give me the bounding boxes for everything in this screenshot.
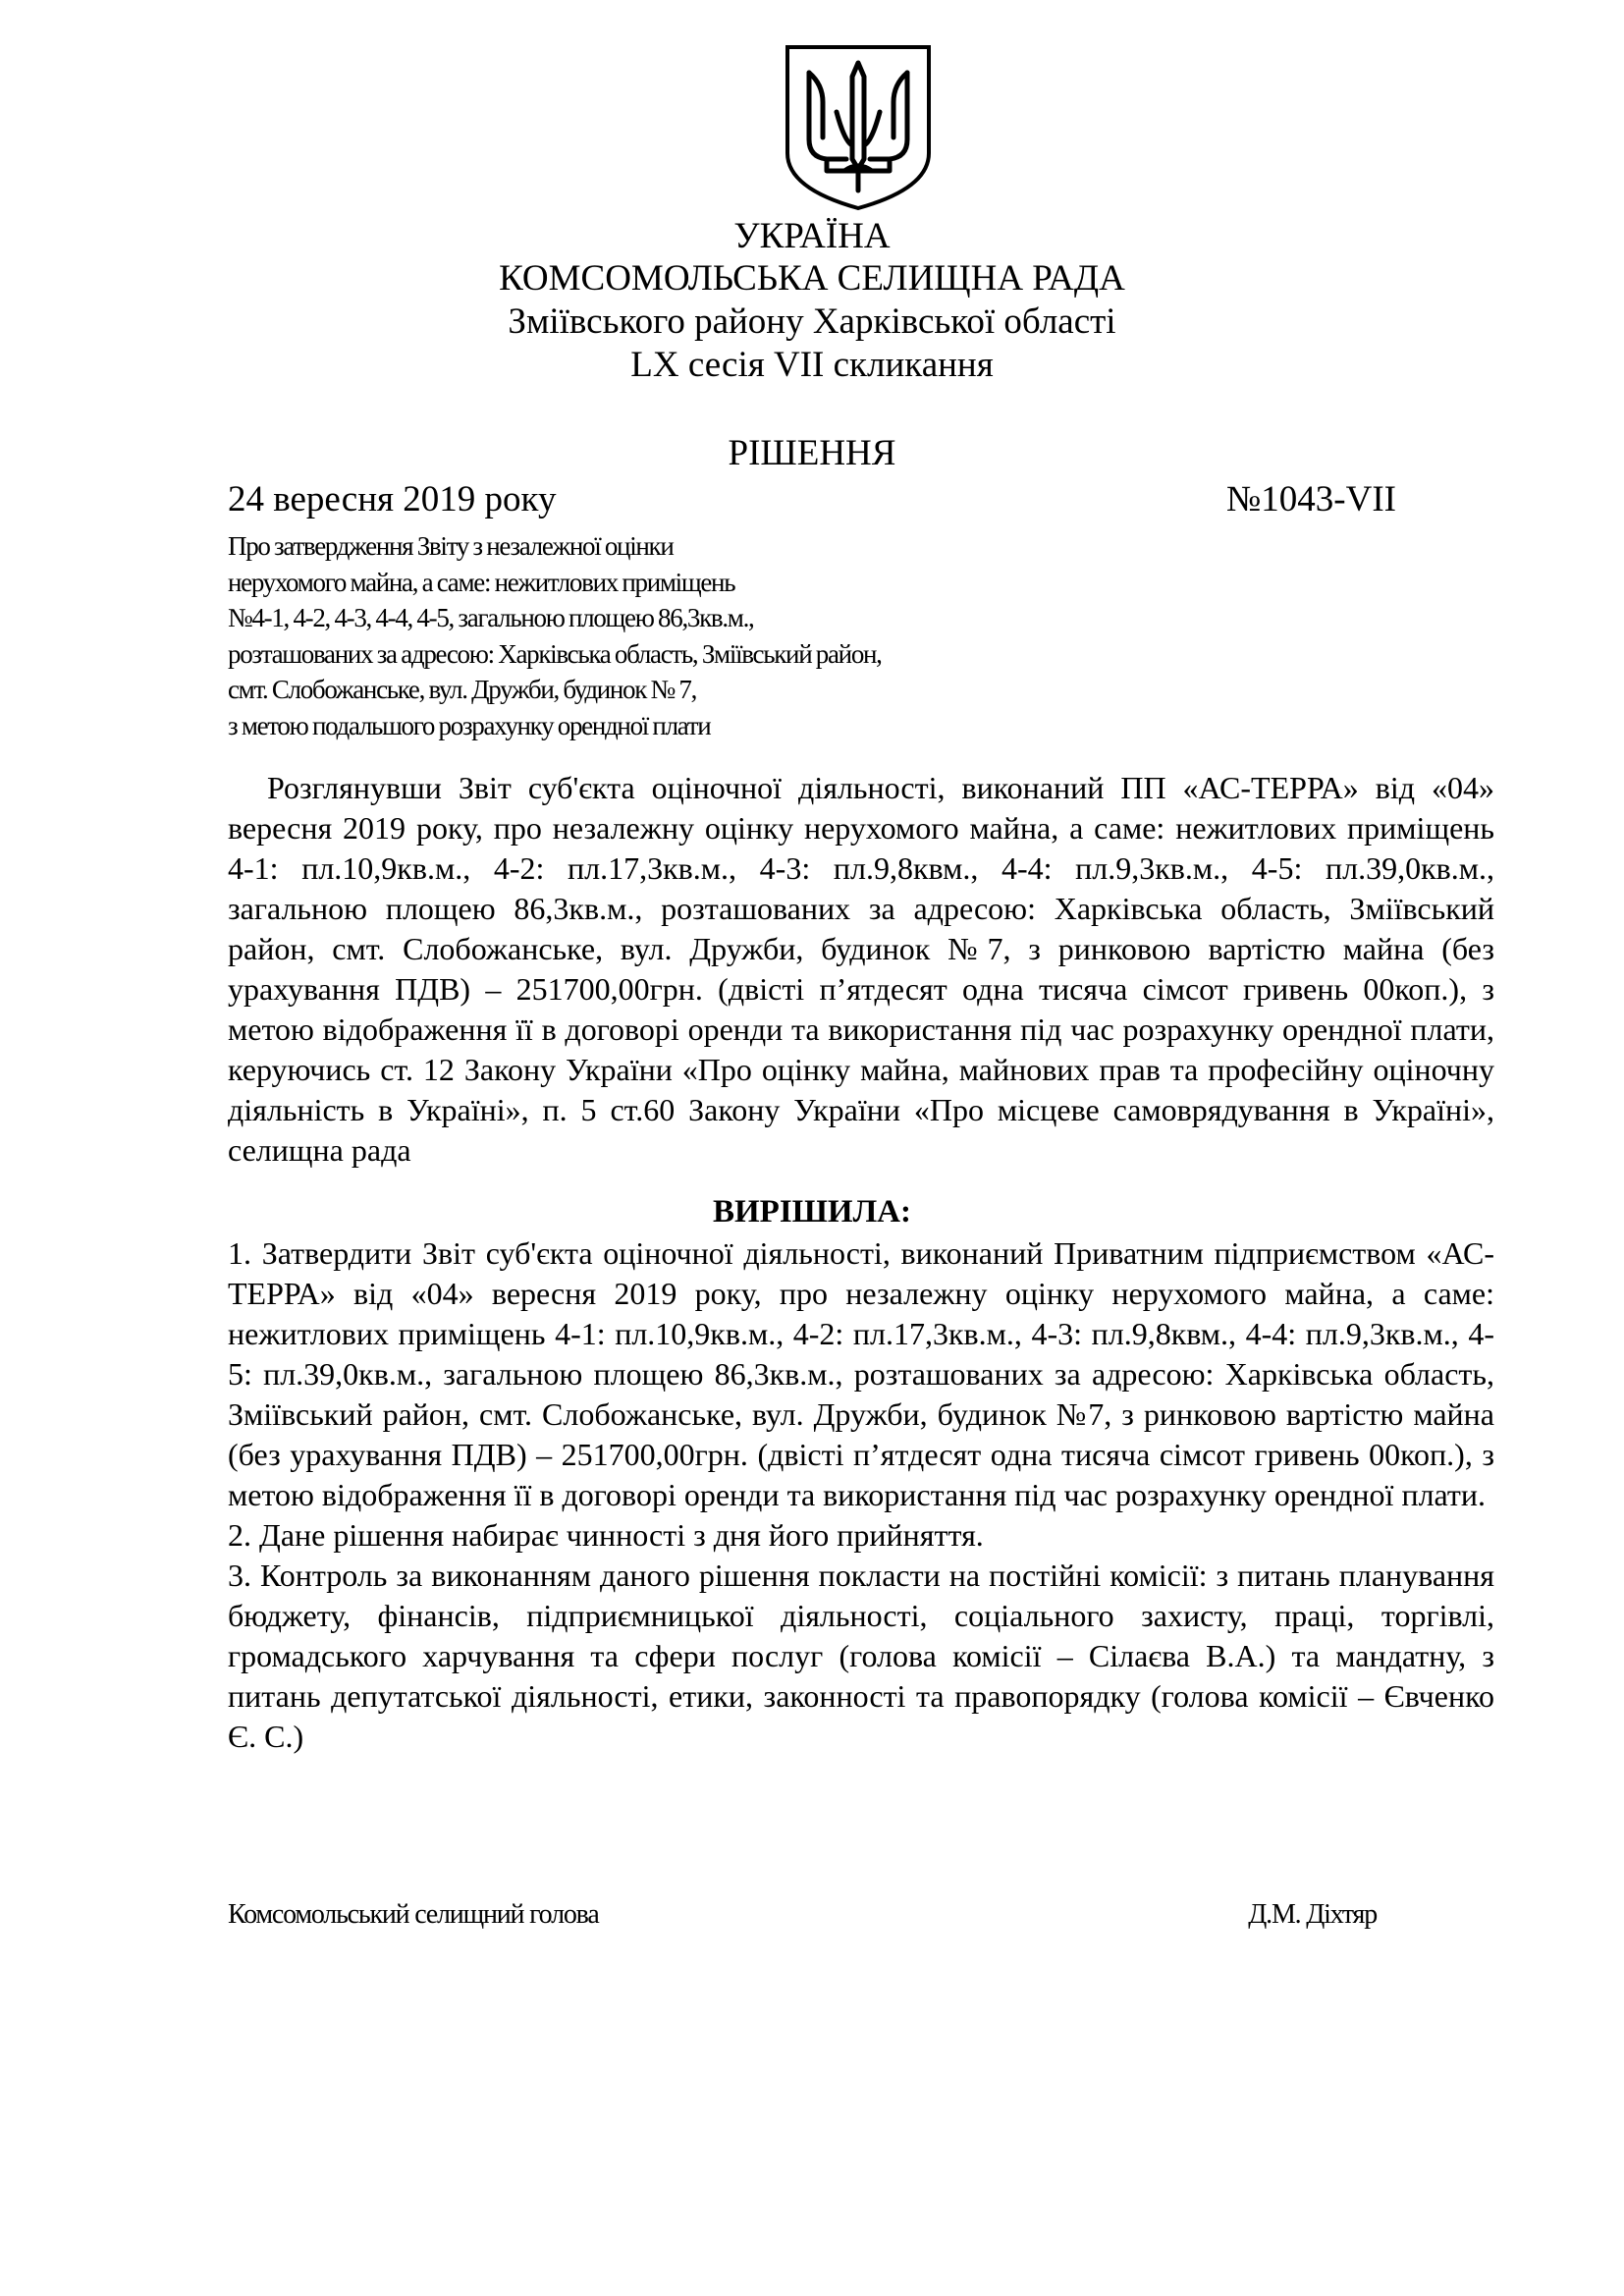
signatory-title: Комсомольський селищний голова [228, 1899, 599, 1930]
council-region: Зміївського району Харківської області [508, 301, 1116, 342]
preamble-paragraph: Розглянувши Звіт суб'єкта оціночної діяльності, виконаний ПП «АС-ТЕРРА» від «04» вересня 2019 року, про незалежну оцінку нерухомого майна, а саме: нежитлових приміщень 4-1: пл.10,9кв.м., 4-2: пл.17,3кв.м., 4-3: пл.9,8квм., 4-4: пл.9,3кв.м., 4-5: пл.39,0кв.м., загальною площею 86,3кв.м., розташованих за адресою: Харківська область, Зміївський район, смт. Слобожанське, вул. Дружби, будинок №7, з ринковою вартістю майна (без урахування ПДВ) – 251700,00грн. (двісті п’ятдесят одна тисяча сімсот гривень 00коп.), з метою відображення її в договорі оренди та використання під час розрахунку орендної плати, керуючись ст. 12 Закону України «Про оцінку майна, майнових прав та професійну оціночну діяльність в Україні», п. 5 ст.60 Закону України «Про місцеве самоврядування в Україні», селищна рада [228, 770, 1494, 1168]
signature-block [228, 1895, 1377, 1944]
decision-item: 3. Контроль за виконанням даного рішення покласти на постійні комісії: з питань планування бюджету, фінансів, підприємницької діяльності, соціального захисту, праці, торгівлі, громадського харчування та сфери послуг (голова комісії – Сілаєва В.А.) та мандатну, з питань депутатської діяльності, етики, законності та правопорядку (голова комісії – Євченко Є. С.) [228, 1558, 1494, 1754]
document-type: РІШЕННЯ [728, 433, 896, 473]
session-info: LX сесія VII скликання [630, 345, 994, 385]
trident-coat-of-arms-icon [784, 43, 933, 212]
decision-heading: ВИРІШИЛА: [713, 1194, 911, 1230]
country-name: УКРАЇНА [733, 216, 891, 256]
decision-item: 2. Дане рішення набирає чинності з дня його прийняття. [228, 1517, 984, 1553]
decision-number: №1043-VII [1226, 479, 1396, 519]
subject-line: Про затвердження Звіту з незалежної оцінки [228, 531, 674, 561]
subject-line: нерухомого майна, а саме: нежитлових приміщень [228, 567, 735, 597]
subject-line: розташованих за адресою: Харківська область, Зміївський район, [228, 638, 882, 669]
decision-subject [228, 528, 1033, 743]
decision-item: 1. Затвердити Звіт суб'єкта оціночної діяльності, виконаний Приватним підприємством «АС-ТЕРРА» від «04» вересня 2019 року, про незалежну оцінку нерухомого майна, а саме: нежитлових приміщень 4-1: пл.10,9кв.м., 4-2: пл.17,3кв.м., 4-3: пл.9,8квм., 4-4: пл.9,3кв.м., 4-5: пл.39,0кв.м., загальною площею 86,3кв.м., розташованих за адресою: Харківська область, Зміївський район, смт. Слобожанське, вул. Дружби, будинок №7, з ринковою вартістю майна (без урахування ПДВ) – 251700,00грн. (двісті п’ятдесят одна тисяча сімсот гривень 00коп.), з метою відображення її в договорі оренди та використання під час розрахунку орендної плати. [228, 1235, 1494, 1512]
subject-line: з метою подальшого розрахунку орендної плати [228, 710, 711, 740]
signatory-name: Д.М. Діхтяр [1248, 1899, 1377, 1930]
date-number-line [228, 478, 1396, 527]
decision-items [228, 1233, 1494, 1757]
decision-date: 24 вересня 2019 року [228, 479, 557, 519]
subject-line: смт. Слобожанське, вул. Дружби, будинок № 7, [228, 675, 697, 704]
council-name: КОМСОМОЛЬСЬКА СЕЛИЩНА РАДА [499, 258, 1125, 299]
subject-line: №4-1, 4-2, 4-3, 4-4, 4-5, загальною площею 86,3кв.м., [228, 603, 754, 632]
